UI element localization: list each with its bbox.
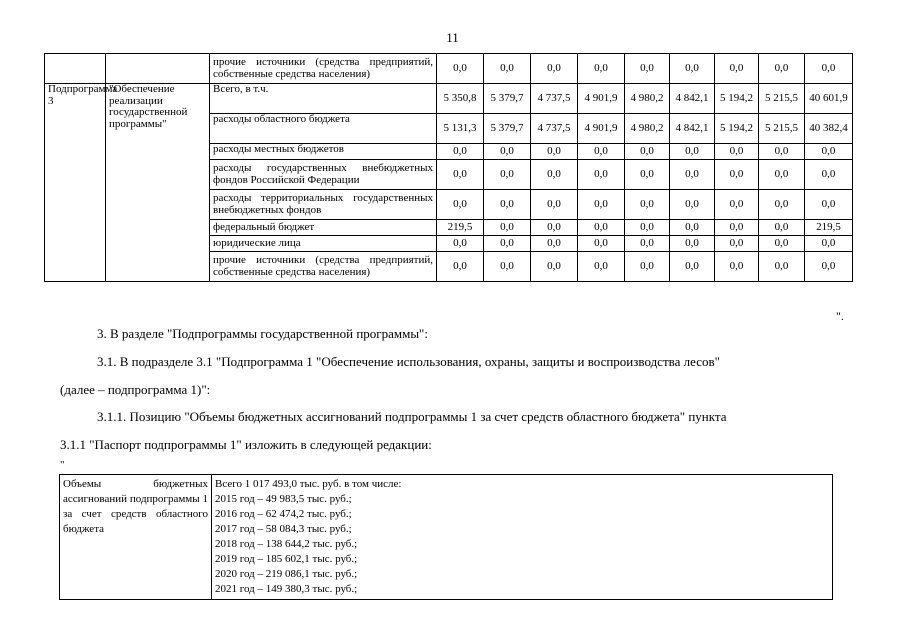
value-cell: 0,0 bbox=[437, 252, 484, 282]
value-cell: 0,0 bbox=[759, 144, 805, 160]
value-cell: 0,0 bbox=[805, 236, 853, 252]
passport-row bbox=[60, 475, 833, 600]
row-label: юридические лица bbox=[210, 236, 437, 252]
value-cell: 0,0 bbox=[805, 160, 853, 190]
value-cell: 219,5 bbox=[805, 220, 853, 236]
table-row bbox=[45, 84, 853, 114]
value-cell: 4 842,1 bbox=[670, 84, 715, 114]
paragraph-3-1-line1: 3.1. В подразделе 3.1 "Подпрограмма 1 "Обеспечение использования, охраны, защиты и воспроизводства лесов" bbox=[97, 354, 720, 369]
paragraph-3-1-line2: (далее – подпрограмма 1)": bbox=[60, 382, 211, 397]
value-cell: 0,0 bbox=[437, 54, 484, 84]
row-label: расходы территориальных государственных внебюджетных фондов bbox=[210, 190, 437, 220]
value-cell: 0,0 bbox=[670, 54, 715, 84]
value-cell: 0,0 bbox=[759, 252, 805, 282]
budget-table-body bbox=[45, 54, 853, 282]
row-label: расходы государственных внебюджетных фондов Российской Федерации bbox=[210, 160, 437, 190]
value-cell: 0,0 bbox=[670, 190, 715, 220]
value-cell: 40 601,9 bbox=[805, 84, 853, 114]
value-cell: 4 980,2 bbox=[625, 84, 670, 114]
empty-cell bbox=[106, 54, 210, 84]
value-cell: 0,0 bbox=[759, 190, 805, 220]
value-cell: 0,0 bbox=[670, 160, 715, 190]
value-cell: 219,5 bbox=[437, 220, 484, 236]
row-label: прочие источники (средства предприятий, собственные средства населения) bbox=[210, 252, 437, 282]
page-number: 11 bbox=[446, 30, 459, 45]
value-cell: 0,0 bbox=[531, 252, 578, 282]
value-cell: 0,0 bbox=[484, 190, 531, 220]
value-cell: 0,0 bbox=[625, 54, 670, 84]
value-cell: 0,0 bbox=[715, 54, 759, 84]
value-cell: 0,0 bbox=[805, 190, 853, 220]
value-cell: 5 194,2 bbox=[715, 114, 759, 144]
value-cell: 0,0 bbox=[578, 160, 625, 190]
row-label: Всего, в т.ч. bbox=[210, 84, 437, 114]
budget-table bbox=[44, 53, 853, 282]
value-cell: 0,0 bbox=[531, 220, 578, 236]
row-label: прочие источники (средства предприятий, собственные средства населения) bbox=[210, 54, 437, 84]
value-cell: 0,0 bbox=[805, 144, 853, 160]
passport-table bbox=[59, 474, 833, 600]
closing-quote: ". bbox=[836, 309, 844, 323]
value-cell: 0,0 bbox=[437, 160, 484, 190]
value-cell: 0,0 bbox=[670, 144, 715, 160]
value-cell: 0,0 bbox=[531, 144, 578, 160]
value-cell: 5 350,8 bbox=[437, 84, 484, 114]
value-cell: 0,0 bbox=[437, 144, 484, 160]
value-cell: 0,0 bbox=[578, 144, 625, 160]
value-cell: 0,0 bbox=[437, 236, 484, 252]
value-cell: 0,0 bbox=[484, 144, 531, 160]
paragraph-3: 3. В разделе "Подпрограммы государственной программы": bbox=[97, 326, 428, 341]
value-cell: 0,0 bbox=[531, 190, 578, 220]
passport-line: 2015 год – 49 983,5 тыс. руб.; bbox=[215, 493, 352, 505]
value-cell: 0,0 bbox=[715, 252, 759, 282]
table-row bbox=[45, 54, 853, 84]
value-cell: 0,0 bbox=[625, 190, 670, 220]
passport-line: 2020 год – 219 086,1 тыс. руб.; bbox=[215, 568, 358, 580]
value-cell: 5 215,5 bbox=[759, 84, 805, 114]
value-cell: 0,0 bbox=[531, 54, 578, 84]
value-cell: 0,0 bbox=[531, 160, 578, 190]
value-cell: 0,0 bbox=[484, 252, 531, 282]
value-cell: 0,0 bbox=[715, 236, 759, 252]
passport-line: 2019 год – 185 602,1 тыс. руб.; bbox=[215, 553, 358, 565]
passport-values bbox=[212, 475, 833, 600]
passport-line: 2018 год – 138 644,2 тыс. руб.; bbox=[215, 538, 358, 550]
passport-line: 2017 год – 58 084,3 тыс. руб.; bbox=[215, 523, 352, 535]
value-cell: 4 737,5 bbox=[531, 84, 578, 114]
passport-line: 2016 год – 62 474,2 тыс. руб.; bbox=[215, 508, 352, 520]
value-cell: 0,0 bbox=[578, 54, 625, 84]
value-cell: 0,0 bbox=[578, 236, 625, 252]
value-cell: 0,0 bbox=[715, 190, 759, 220]
value-cell: 0,0 bbox=[484, 54, 531, 84]
paragraph-3-1-1-line2: 3.1.1 "Паспорт подпрограммы 1" изложить в следующей редакции: bbox=[60, 437, 432, 452]
value-cell: 5 131,3 bbox=[437, 114, 484, 144]
value-cell: 0,0 bbox=[759, 220, 805, 236]
value-cell: 0,0 bbox=[437, 190, 484, 220]
value-cell: 0,0 bbox=[625, 144, 670, 160]
value-cell: 0,0 bbox=[484, 236, 531, 252]
empty-cell bbox=[45, 54, 106, 84]
value-cell: 0,0 bbox=[670, 236, 715, 252]
value-cell: 0,0 bbox=[715, 220, 759, 236]
value-cell: 0,0 bbox=[759, 236, 805, 252]
subprogram-code: Подпрограмма 3 bbox=[45, 84, 106, 282]
row-label: расходы местных бюджетов bbox=[210, 144, 437, 160]
value-cell: 0,0 bbox=[531, 236, 578, 252]
value-cell: 0,0 bbox=[578, 190, 625, 220]
value-cell: 0,0 bbox=[484, 220, 531, 236]
row-label: федеральный бюджет bbox=[210, 220, 437, 236]
row-label: расходы областного бюджета bbox=[210, 114, 437, 144]
value-cell: 0,0 bbox=[670, 252, 715, 282]
value-cell: 0,0 bbox=[625, 236, 670, 252]
value-cell: 4 901,9 bbox=[578, 114, 625, 144]
passport-label: Объемы бюджетных ассигнований подпрограммы 1 за счет средств областного бюджета bbox=[60, 475, 212, 600]
value-cell: 0,0 bbox=[759, 160, 805, 190]
value-cell: 0,0 bbox=[715, 160, 759, 190]
value-cell: 5 379,7 bbox=[484, 114, 531, 144]
value-cell: 5 194,2 bbox=[715, 84, 759, 114]
value-cell: 0,0 bbox=[625, 160, 670, 190]
value-cell: 40 382,4 bbox=[805, 114, 853, 144]
value-cell: 0,0 bbox=[484, 160, 531, 190]
value-cell: 4 901,9 bbox=[578, 84, 625, 114]
value-cell: 0,0 bbox=[670, 220, 715, 236]
subprogram-name: "Обеспечение реализации государственной программы" bbox=[106, 84, 210, 282]
value-cell: 0,0 bbox=[625, 220, 670, 236]
value-cell: 0,0 bbox=[805, 54, 853, 84]
passport-line: 2021 год – 149 380,3 тыс. руб.; bbox=[215, 583, 358, 595]
value-cell: 0,0 bbox=[715, 144, 759, 160]
value-cell: 5 215,5 bbox=[759, 114, 805, 144]
opening-quote: " bbox=[60, 459, 65, 471]
value-cell: 0,0 bbox=[578, 220, 625, 236]
value-cell: 4 980,2 bbox=[625, 114, 670, 144]
passport-line: Всего 1 017 493,0 тыс. руб. в том числе: bbox=[215, 478, 402, 490]
value-cell: 0,0 bbox=[625, 252, 670, 282]
value-cell: 0,0 bbox=[805, 252, 853, 282]
value-cell: 0,0 bbox=[759, 54, 805, 84]
value-cell: 0,0 bbox=[578, 252, 625, 282]
value-cell: 4 842,1 bbox=[670, 114, 715, 144]
value-cell: 4 737,5 bbox=[531, 114, 578, 144]
value-cell: 5 379,7 bbox=[484, 84, 531, 114]
paragraph-3-1-1-line1: 3.1.1. Позицию "Объемы бюджетных ассигнований подпрограммы 1 за счет средств областного бюджета" пункта bbox=[97, 409, 727, 424]
